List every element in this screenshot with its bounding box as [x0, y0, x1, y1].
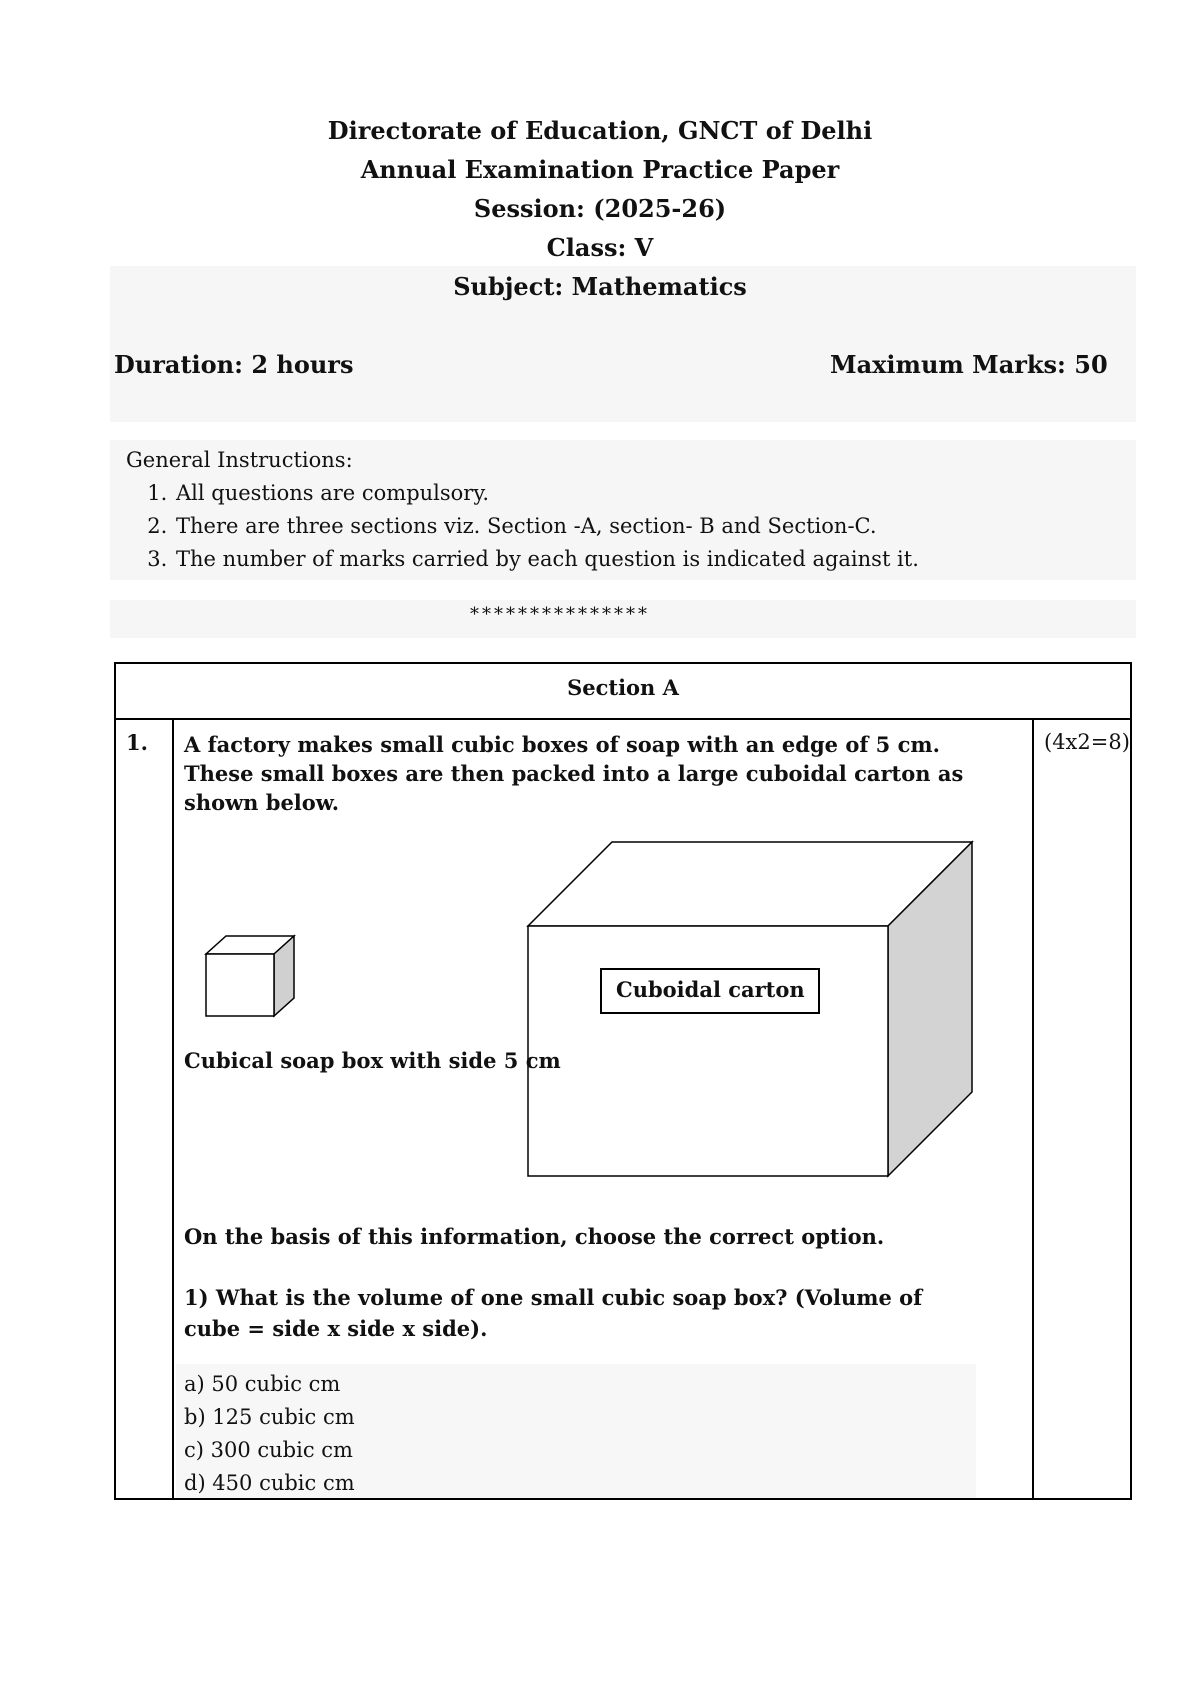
section-title: Section A [116, 664, 1130, 720]
header-subject: Subject: Mathematics [453, 272, 747, 301]
maximum-marks: Maximum Marks: 50 [830, 350, 1108, 379]
carton-label: Cuboidal carton [600, 968, 820, 1014]
header-session: Session: (2025-26) [473, 194, 727, 223]
small-cube-shape [206, 936, 294, 1016]
header-directorate: Directorate of Education, GNCT of Delhi [327, 116, 873, 145]
instruction-item: 3. The number of marks carried by each question is indicated against it. [174, 543, 919, 576]
option-a: a) 50 cubic cm [184, 1372, 341, 1396]
option-b: b) 125 cubic cm [184, 1405, 355, 1429]
option-c: c) 300 cubic cm [184, 1438, 353, 1462]
header-exam-title: Annual Examination Practice Paper [360, 155, 840, 184]
question-text: A factory makes small cubic boxes of soap with an edge of 5 cm. These small boxes are then packed into a large cuboidal carton as shown below. [184, 732, 964, 815]
question-marks: (4x2=8) [1044, 730, 1130, 754]
instruction-item: 2. There are three sections viz. Section -A, section- B and Section-C. [174, 510, 919, 543]
answer-options [184, 1368, 355, 1500]
instructions-title: General Instructions: [126, 448, 353, 472]
sub-question: 1) What is the volume of one small cubic soap box? (Volume of cube = side x side x side). [184, 1285, 923, 1341]
option-d: d) 450 cubic cm [184, 1471, 355, 1495]
general-instructions [126, 444, 919, 576]
question-basis: On the basis of this information, choose the correct option. [184, 1224, 885, 1249]
header-class: Class: V [546, 233, 654, 262]
section-a-table [114, 662, 1132, 1500]
question-number: 1. [126, 730, 148, 755]
cube-caption: Cubical soap box with side 5 cm [184, 1048, 561, 1073]
instruction-item: 1. All questions are compulsory. [174, 477, 919, 510]
duration: Duration: 2 hours [114, 350, 354, 379]
separator-stars: *************** [470, 604, 650, 625]
instructions-list [126, 477, 919, 576]
